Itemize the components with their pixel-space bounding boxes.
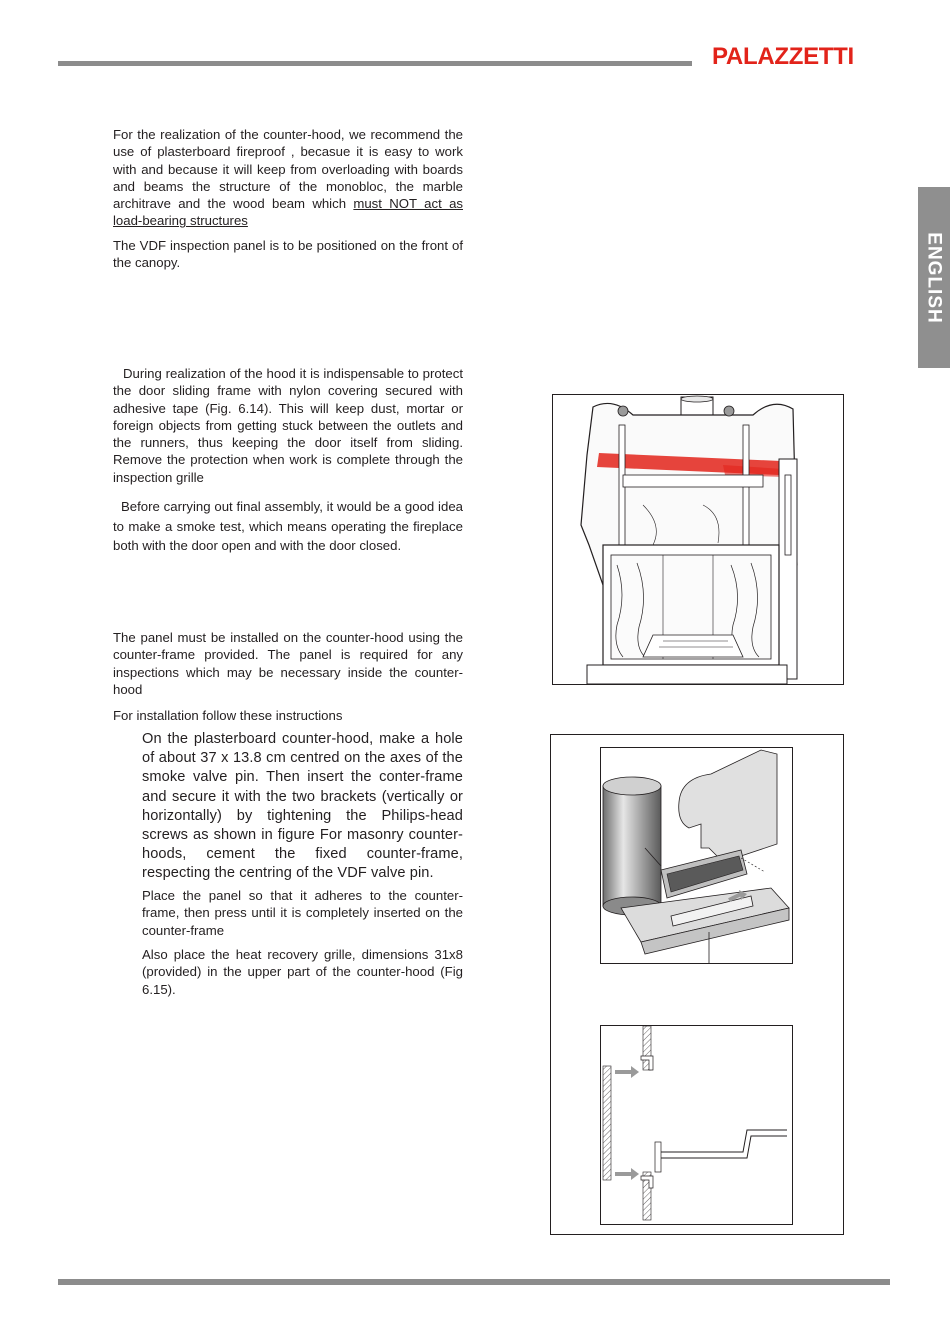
figure-panel-assembly: [600, 747, 793, 964]
paragraph-vdf-position: The VDF inspection panel is to be positioned on the front of the canopy.: [113, 238, 463, 271]
step-place-panel: Place the panel so that it adheres to the counter-frame, then press until it is completely inserted on the counter-frame: [142, 888, 463, 938]
fireplace-illustration: [553, 395, 843, 684]
language-tab: [918, 187, 950, 368]
paragraph-panel-install: The panel must be installed on the counter-hood using the counter-frame provided. The panel is required for any inspections which may be necessary inside the counter-hood: [113, 630, 463, 697]
figure-fireplace-protection: [552, 394, 844, 685]
paragraph-instructions-intro: For installation follow these instructions: [113, 708, 343, 723]
brand-logo: PALAZZETTI: [712, 43, 854, 70]
section-detail-illustration: [601, 1026, 792, 1224]
panel-assembly-illustration: [601, 748, 792, 963]
figure-section-detail: [600, 1025, 793, 1225]
underlined-warning: must NOT act as load-bearing structures: [113, 196, 463, 229]
language-tab-label: ENGLISH: [924, 231, 946, 324]
paragraph-counter-hood: [113, 126, 463, 230]
header-rule: [58, 61, 692, 66]
step-heat-grille: Also place the heat recovery grille, dimensions 31x8 (provided) in the upper part of the counter-hood (Fig 6.15).: [142, 947, 463, 997]
paragraph-protection: During realization of the hood it is indispensable to protect the door sliding frame with nylon covering secured with adhesive tape (Fig. 6.14). This will keep dust, mortar or foreign objects from getting stuck between the outlets and the runners, thus keeping the door itself from sliding. Remove the protection when work is complete through the inspection grille: [113, 366, 463, 485]
paragraph-smoke-test: Before carrying out final assembly, it would be a good idea to make a smoke test, which means operating the fireplace both with the door open and with the door closed.: [113, 499, 463, 553]
footer-rule: [58, 1279, 890, 1285]
paragraph-counter-hood-text: For the realization of the counter-hood, we recommend the use of plasterboard fireproof , becasue it is easy to work with and because it will keep from overloading with boards and beams the structure of the monobloc, the marble architrave and the wood beam which: [113, 127, 463, 212]
step-make-hole: On the plasterboard counter-hood, make a hole of about 37 x 13.8 cm centred on the axes of the smoke valve pin. Then insert the conter-frame and secure it with the two brackets (vertically or horizontally) by tightening the Philips-head screws as shown in figure For masonry counter-hoods, cement the fixed counter-frame, respecting the centring of the VDF valve pin.: [142, 731, 463, 882]
